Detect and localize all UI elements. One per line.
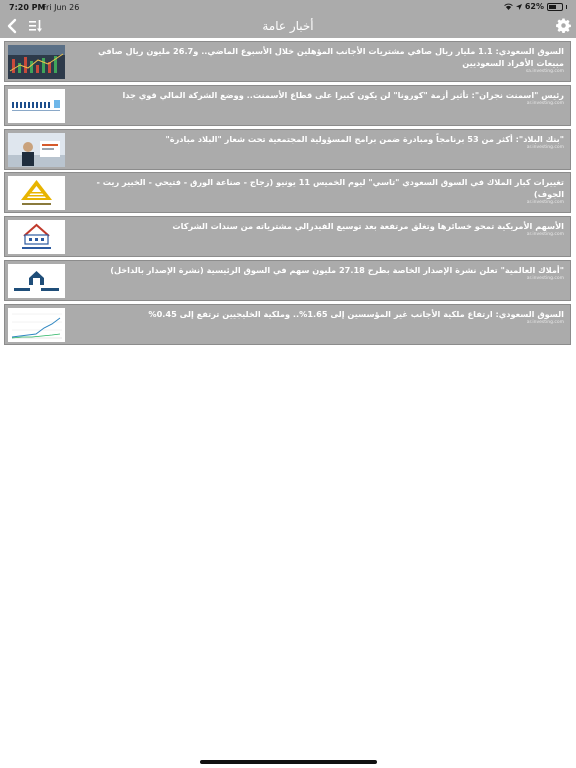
wifi-icon [504, 3, 513, 10]
company-logo-image [8, 176, 65, 210]
gear-icon [556, 18, 571, 33]
amlak-logo [8, 264, 65, 298]
news-title: "بنك البلاد": أكثر من 53 برنامجاً ومبادرة ضمن برامج المسؤولية المجتمعية تحت شعار "البلاد مبادرة" [165, 133, 564, 144]
news-text [70, 45, 564, 75]
news-title: الأسهم الأمريكية تمحو خسائرها وتغلق مرتفعة بعد توسيع الفيدرالي مشترياته من سندات الشركات [172, 221, 564, 232]
battery-fill [549, 5, 556, 9]
status-date: Fri Jun 26 [42, 3, 80, 12]
news-item[interactable] [4, 304, 571, 345]
news-text [70, 133, 564, 151]
status-bar [0, 0, 576, 14]
news-text [70, 89, 564, 107]
news-text [70, 308, 564, 326]
medgulf-logo-image [8, 89, 65, 123]
news-source: ar.investing.com [526, 319, 564, 325]
news-title: السوق السعودي: ارتفاع ملكية الأجانب غير المؤسسين إلى 1.65%.. وملكية الخليجيين ترتفع إلى 0.45% [148, 308, 564, 319]
market-chart-thumbnail-image [8, 45, 65, 79]
news-item[interactable] [4, 260, 571, 301]
market-chart-thumbnail [8, 45, 65, 79]
ownership-chart-thumbnail-image [8, 308, 65, 342]
news-title: "أملاك العالمية" تعلن نشرة الإصدار الخاصة بطرح 27.18 مليون سهم في السوق الرئيسية (نشرة الإصدار بالداخل) [110, 264, 564, 275]
news-item[interactable] [4, 85, 571, 126]
ownership-chart-thumbnail [8, 308, 65, 342]
news-item[interactable] [4, 41, 571, 82]
page-title: أخبار عامة [262, 19, 314, 33]
news-source: sa.investing.com [525, 69, 564, 74]
news-text [70, 176, 564, 206]
amlak-logo-image [8, 264, 65, 298]
news-item[interactable] [4, 129, 571, 170]
news-title: رئيس "اسمنت نجران": تأثير أزمة "كورونا" لن يكون كبيرا على قطاع الأسمنت.. ووضع الشركة المالي قوي جدا [122, 89, 564, 100]
news-source: ar.investing.com [526, 100, 564, 106]
status-time: 7:20 PM [9, 3, 46, 12]
news-item[interactable] [4, 172, 571, 213]
battery-percent: 62% [524, 2, 544, 11]
news-source: ar.investing.com [526, 232, 564, 238]
news-source: ar.investing.com [526, 275, 564, 281]
news-text [70, 220, 564, 238]
bank-albilad-thumbnail [8, 133, 65, 167]
news-list [4, 41, 571, 348]
bank-albilad-thumbnail-image [8, 133, 65, 167]
home-indicator [200, 760, 377, 764]
medgulf-logo [8, 89, 65, 123]
battery-tip [566, 5, 567, 9]
settings-button[interactable] [556, 18, 571, 33]
status-indicators [504, 2, 567, 11]
news-text [70, 264, 564, 282]
buruj-logo-image [8, 220, 65, 254]
buruj-logo [8, 220, 65, 254]
company-logo [8, 176, 65, 210]
news-source: ar.investing.com [526, 200, 564, 206]
news-item[interactable] [4, 216, 571, 257]
navigation-bar [0, 14, 576, 38]
news-source: ar.investing.com [526, 144, 564, 150]
battery-icon [547, 3, 563, 11]
news-title: السوق السعودي: 1.1 مليار ريال صافي مشتريات الأجانب المؤهلين خلال الأسبوع الماضي.. و26.7 مليون ريال صافي مبيعات الأفراد السعوديين [98, 46, 564, 68]
news-title: تغييرات كبار الملاك في السوق السعودي "تاسي" ليوم الخميس 11 يونيو (زجاج - صناعة الورق - فتيحي - الخبير ريت - الجوف) [96, 177, 564, 200]
location-icon [516, 4, 522, 10]
